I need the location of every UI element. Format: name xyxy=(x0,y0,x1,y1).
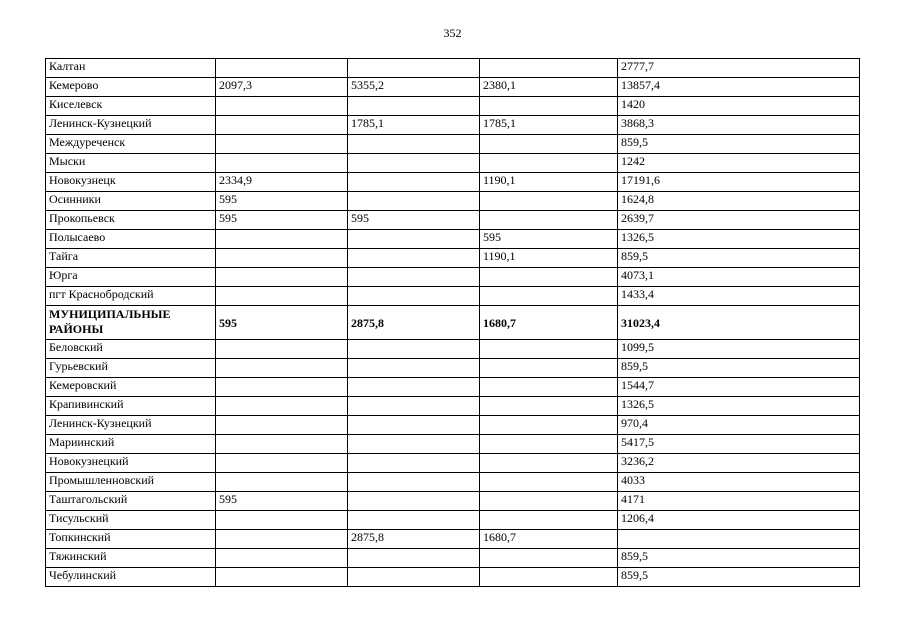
table-row xyxy=(46,268,860,287)
table-cell-value xyxy=(348,511,480,530)
table-cell-value xyxy=(480,340,618,359)
table-cell-name: Кемеровский xyxy=(46,378,216,397)
table-cell-name: пгт Краснобродский xyxy=(46,287,216,306)
table-body xyxy=(46,59,860,587)
table-cell-value xyxy=(480,97,618,116)
table-cell-value xyxy=(480,454,618,473)
table-cell-value: 31023,4 xyxy=(618,306,860,340)
table-row xyxy=(46,435,860,454)
table-cell-value: 1190,1 xyxy=(480,249,618,268)
table-cell-value xyxy=(480,492,618,511)
table-cell-name: Ленинск-Кузнецкий xyxy=(46,116,216,135)
table-cell-value: 595 xyxy=(216,492,348,511)
table-cell-value: 595 xyxy=(348,211,480,230)
table-cell-value xyxy=(348,154,480,173)
table-cell-value xyxy=(480,211,618,230)
table-row xyxy=(46,59,860,78)
table-cell-value: 3868,3 xyxy=(618,116,860,135)
table-row xyxy=(46,473,860,492)
page-number: 352 xyxy=(443,26,462,40)
table-cell-value xyxy=(480,192,618,211)
table-cell-value: 2875,8 xyxy=(348,530,480,549)
table-cell-value xyxy=(348,378,480,397)
table-cell-value: 17191,6 xyxy=(618,173,860,192)
table-cell-value xyxy=(480,397,618,416)
table-cell-value xyxy=(480,268,618,287)
table-cell-value xyxy=(480,135,618,154)
table-cell-value xyxy=(348,435,480,454)
table-cell-value xyxy=(216,97,348,116)
table-cell-value xyxy=(348,287,480,306)
table-cell-value xyxy=(216,268,348,287)
table-cell-value xyxy=(348,454,480,473)
table-cell-value: 2334,9 xyxy=(216,173,348,192)
table-cell-value xyxy=(216,249,348,268)
table-cell-name: Беловский xyxy=(46,340,216,359)
table-row xyxy=(46,230,860,249)
table-row xyxy=(46,340,860,359)
table-cell-value: 1680,7 xyxy=(480,306,618,340)
table-cell-value xyxy=(480,287,618,306)
table-cell-value: 2097,3 xyxy=(216,78,348,97)
table-row xyxy=(46,454,860,473)
table-row xyxy=(46,287,860,306)
table-cell-name: Мыски xyxy=(46,154,216,173)
table-cell-value: 1624,8 xyxy=(618,192,860,211)
table-cell-name: Гурьевский xyxy=(46,359,216,378)
table-cell-value xyxy=(348,268,480,287)
table-cell-value: 1326,5 xyxy=(618,230,860,249)
table-row xyxy=(46,135,860,154)
table-cell-value: 970,4 xyxy=(618,416,860,435)
table-cell-value xyxy=(216,230,348,249)
table-cell-value xyxy=(480,549,618,568)
table-cell-value xyxy=(480,473,618,492)
table-cell-value: 1420 xyxy=(618,97,860,116)
table-cell-value xyxy=(348,97,480,116)
table-cell-value xyxy=(216,549,348,568)
table-row xyxy=(46,173,860,192)
table-cell-value xyxy=(216,568,348,587)
table-cell-value xyxy=(480,359,618,378)
table-cell-name: Промышленновский xyxy=(46,473,216,492)
table-cell-value xyxy=(480,378,618,397)
table-row xyxy=(46,568,860,587)
table-row xyxy=(46,211,860,230)
table-row xyxy=(46,549,860,568)
table-cell-value xyxy=(348,473,480,492)
table-cell-name: Тяжинский xyxy=(46,549,216,568)
table-cell-value: 859,5 xyxy=(618,359,860,378)
table-cell-name: Прокопьевск xyxy=(46,211,216,230)
table-cell-value: 3236,2 xyxy=(618,454,860,473)
table-cell-name: Киселевск xyxy=(46,97,216,116)
table-row xyxy=(46,249,860,268)
table-cell-value xyxy=(348,135,480,154)
table-cell-value: 859,5 xyxy=(618,135,860,154)
table-cell-value xyxy=(216,378,348,397)
table-cell-name: Мариинский xyxy=(46,435,216,454)
table-row xyxy=(46,78,860,97)
table-cell-value xyxy=(216,287,348,306)
table-cell-name: Новокузнецк xyxy=(46,173,216,192)
table-row xyxy=(46,416,860,435)
table-cell-value xyxy=(348,192,480,211)
table-cell-value: 1785,1 xyxy=(480,116,618,135)
table-cell-value xyxy=(216,530,348,549)
table-cell-value xyxy=(348,173,480,192)
table-cell-name: Тайга xyxy=(46,249,216,268)
table-cell-value: 5417,5 xyxy=(618,435,860,454)
table-cell-name: Чебулинский xyxy=(46,568,216,587)
table-cell-value xyxy=(480,416,618,435)
table-cell-value xyxy=(348,359,480,378)
table-cell-value: 1680,7 xyxy=(480,530,618,549)
table-cell-name: Новокузнецкий xyxy=(46,454,216,473)
table-cell-name: Ленинск-Кузнецкий xyxy=(46,416,216,435)
table-cell-value xyxy=(216,135,348,154)
table-cell-value xyxy=(618,530,860,549)
table-cell-value xyxy=(480,435,618,454)
table-cell-name: Кемерово xyxy=(46,78,216,97)
table-row xyxy=(46,359,860,378)
table-cell-value xyxy=(480,154,618,173)
table-cell-value: 595 xyxy=(480,230,618,249)
table-row xyxy=(46,97,860,116)
table-cell-value: 2777,7 xyxy=(618,59,860,78)
table-row xyxy=(46,530,860,549)
table-cell-value: 859,5 xyxy=(618,249,860,268)
table-cell-value xyxy=(216,359,348,378)
table-cell-value: 1544,7 xyxy=(618,378,860,397)
table-cell-value xyxy=(480,59,618,78)
table-cell-value: 4073,1 xyxy=(618,268,860,287)
table-row xyxy=(46,511,860,530)
table-cell-value xyxy=(216,416,348,435)
table-cell-value: 859,5 xyxy=(618,568,860,587)
table-cell-name: Осинники xyxy=(46,192,216,211)
table-cell-value: 2875,8 xyxy=(348,306,480,340)
table-cell-value xyxy=(216,397,348,416)
table-cell-value xyxy=(216,116,348,135)
table-cell-value xyxy=(216,154,348,173)
table-cell-value xyxy=(348,492,480,511)
table-cell-value: 4033 xyxy=(618,473,860,492)
table-cell-value xyxy=(348,549,480,568)
table-cell-value: 859,5 xyxy=(618,549,860,568)
data-table xyxy=(45,58,860,587)
table-cell-name: Тисульский xyxy=(46,511,216,530)
table-cell-name: Калтан xyxy=(46,59,216,78)
table-cell-name: Таштагольский xyxy=(46,492,216,511)
table-cell-value: 2380,1 xyxy=(480,78,618,97)
table-cell-value: 1099,5 xyxy=(618,340,860,359)
table-cell-value: 1785,1 xyxy=(348,116,480,135)
table-row xyxy=(46,116,860,135)
table-row xyxy=(46,192,860,211)
table-cell-value: 1326,5 xyxy=(618,397,860,416)
table-cell-value: 1190,1 xyxy=(480,173,618,192)
table-cell-value: 13857,4 xyxy=(618,78,860,97)
table-cell-value xyxy=(348,340,480,359)
table-cell-value: 5355,2 xyxy=(348,78,480,97)
table-row xyxy=(46,492,860,511)
table-row xyxy=(46,378,860,397)
table-cell-value: 2639,7 xyxy=(618,211,860,230)
table-row xyxy=(46,397,860,416)
table-cell-value: 1206,4 xyxy=(618,511,860,530)
table-cell-value xyxy=(216,511,348,530)
table-cell-value xyxy=(216,59,348,78)
table-cell-value xyxy=(480,511,618,530)
table-cell-value xyxy=(348,416,480,435)
table-cell-name: МУНИЦИПАЛЬНЫЕ РАЙОНЫ xyxy=(46,306,216,340)
table-cell-value xyxy=(348,59,480,78)
table-cell-value xyxy=(480,568,618,587)
table-cell-value: 1242 xyxy=(618,154,860,173)
table-cell-value: 4171 xyxy=(618,492,860,511)
table-cell-value: 595 xyxy=(216,192,348,211)
table-cell-name: Крапивинский xyxy=(46,397,216,416)
table-cell-name: Полысаево xyxy=(46,230,216,249)
table-cell-value: 1433,4 xyxy=(618,287,860,306)
table-cell-name: Топкинский xyxy=(46,530,216,549)
table-cell-value xyxy=(216,454,348,473)
table-cell-name: Юрга xyxy=(46,268,216,287)
table-cell-value: 595 xyxy=(216,211,348,230)
table-row-section-total xyxy=(46,306,860,340)
table-row xyxy=(46,154,860,173)
table-cell-value xyxy=(216,473,348,492)
table-cell-value xyxy=(348,397,480,416)
table-cell-value xyxy=(348,249,480,268)
table-cell-value xyxy=(216,435,348,454)
table-cell-value xyxy=(348,230,480,249)
table-cell-value xyxy=(348,568,480,587)
table-cell-value: 595 xyxy=(216,306,348,340)
table-cell-name: Междуреченск xyxy=(46,135,216,154)
table-cell-value xyxy=(216,340,348,359)
